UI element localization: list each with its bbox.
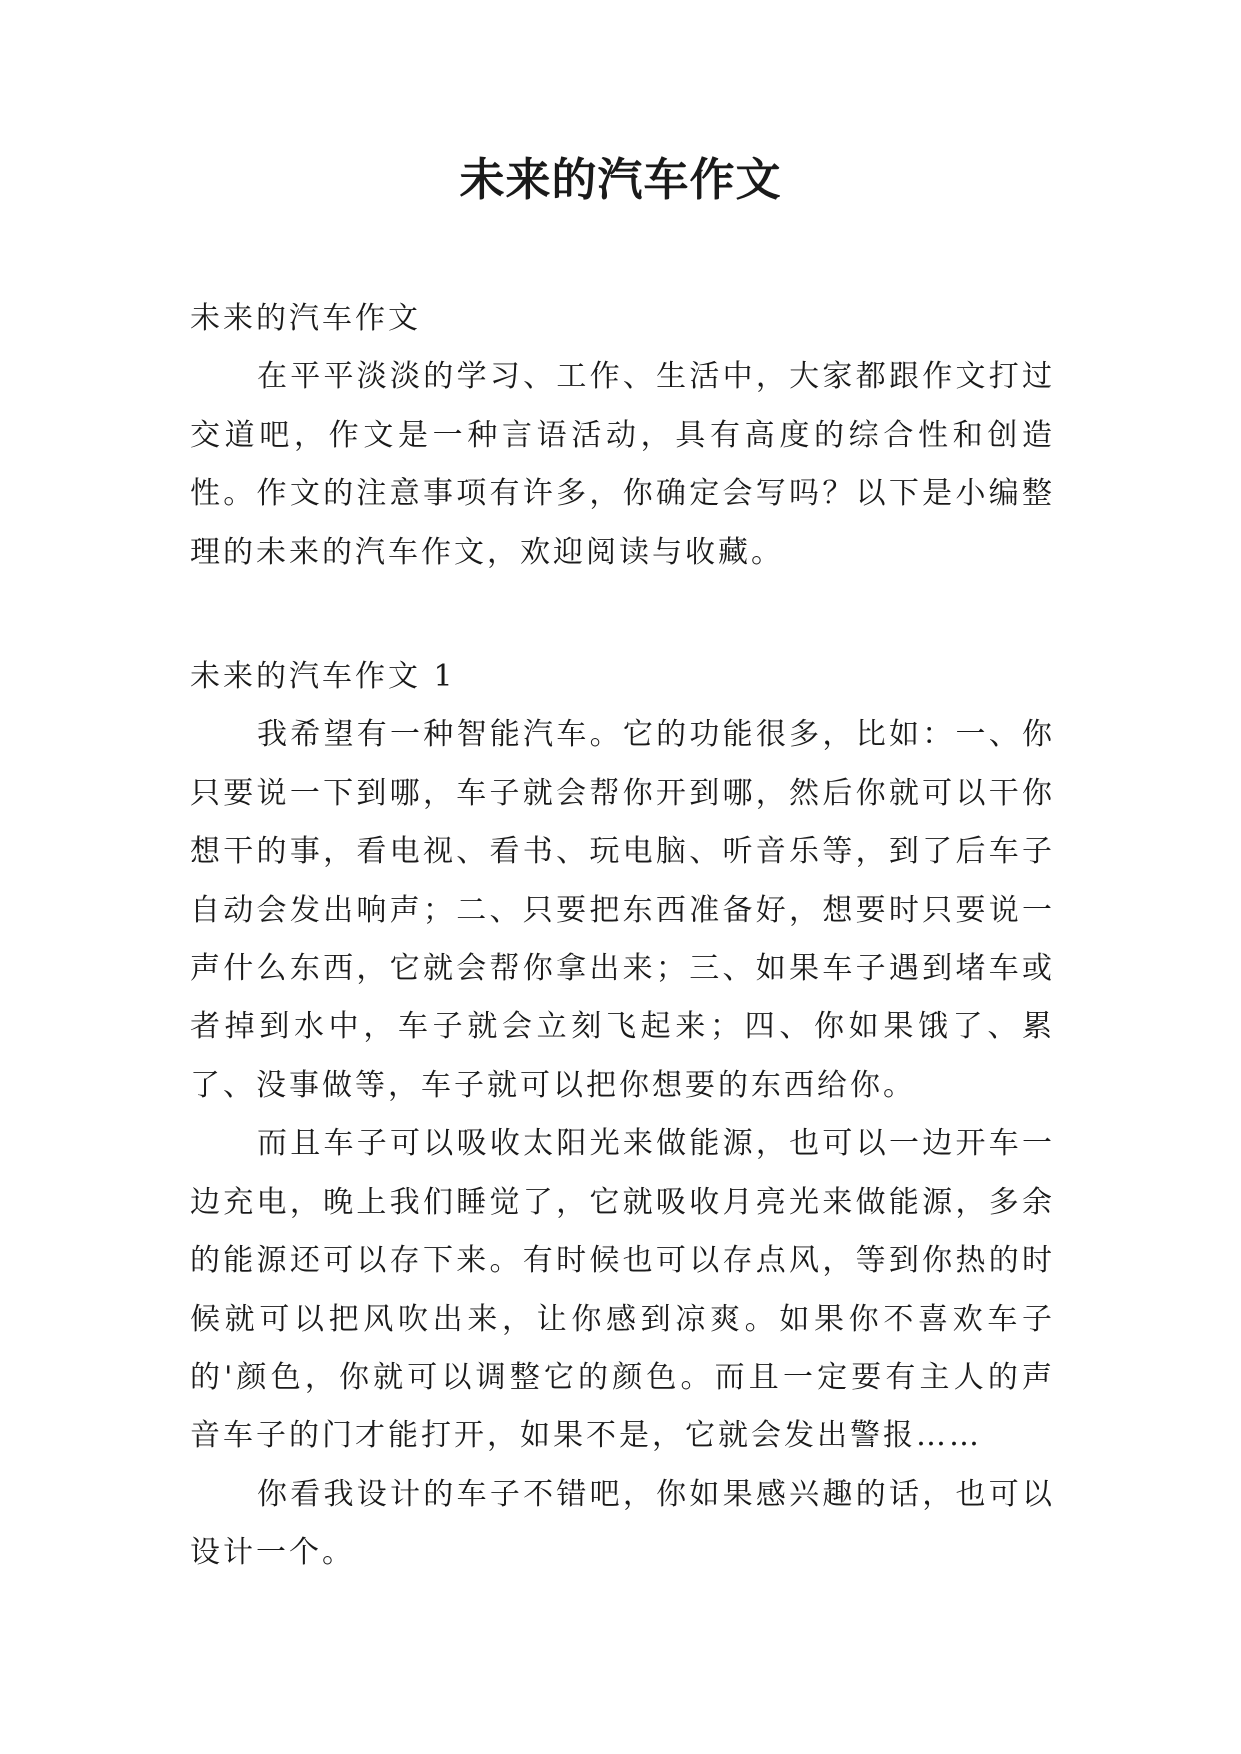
essay-paragraph-3: 你看我设计的车子不错吧，你如果感兴趣的话，也可以设计一个。: [190, 1476, 1055, 1571]
essay-paragraph-1: 我希望有一种智能汽车。它的功能很多，比如：一、你只要说一下到哪，车子就会帮你开到哪，然后你就可以干你想干的事，看电视、看书、玩电脑、听音乐等，到了后车子自动会发出响声；二、只要把东西准备好，想要时只要说一声什么东西，它就会帮你拿出来；三、如果车子遇到堵车或者掉到水中，车子就会立刻飞起来；四、你如果饿了、累了、没事做等，车子就可以把你想要的东西给你。: [190, 717, 1055, 1103]
intro-paragraph: 在平平淡淡的学习、工作、生活中，大家都跟作文打过交道吧，作文是一种言语活动，具有高度的综合性和创造性。作文的注意事项有许多，你确定会写吗？以下是小编整理的未来的汽车作文，欢迎阅读与收藏。: [190, 359, 1055, 570]
intro-heading: 未来的汽车作文: [190, 301, 421, 336]
document-body: [190, 290, 1055, 1583]
document-title: 未来的汽车作文: [459, 153, 782, 206]
essay-heading: 未来的汽车作文 1: [190, 659, 456, 695]
essay-paragraph-2: 而且车子可以吸收太阳光来做能源，也可以一边开车一边充电，晚上我们睡觉了，它就吸收月亮光来做能源，多余的能源还可以存下来。有时候也可以存点风，等到你热的时候就可以把风吹出来，让你感到凉爽。如果你不喜欢车子的'颜色，你就可以调整它的颜色。而且一定要有主人的声音车子的门才能打开，如果不是，它就会发出警报……: [190, 1126, 1055, 1454]
